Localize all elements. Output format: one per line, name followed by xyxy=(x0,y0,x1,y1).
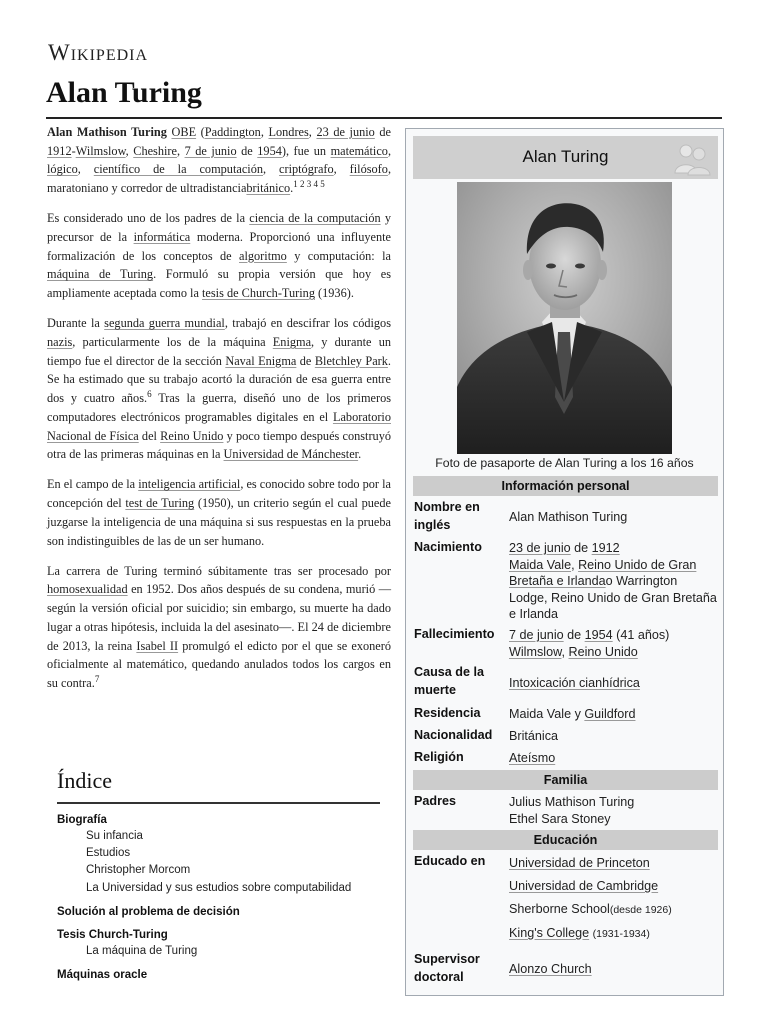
link-enigma[interactable]: Enigma xyxy=(272,335,312,350)
value-fallecimiento: 7 de junio de 1954 (41 años) Wilmslow, Reino Unido xyxy=(509,628,670,659)
person-icon xyxy=(672,140,712,176)
photo-caption: Foto de pasaporte de Alan Turing a los 16 años xyxy=(435,456,694,470)
link-death-year[interactable]: 1954 xyxy=(257,143,282,158)
link-death-date[interactable]: 7 de junio xyxy=(184,143,237,158)
link-reino-unido[interactable]: Reino Unido xyxy=(160,428,224,443)
link-tesis-church-turing[interactable]: tesis de Church-Turing xyxy=(202,286,315,301)
link-intoxicacion[interactable]: Intoxicación cianhídrica xyxy=(509,676,640,690)
link-homosexualidad[interactable]: homosexualidad xyxy=(47,582,128,597)
parent-father: Julius Mathison Turing xyxy=(509,795,635,809)
value-causa-muerte xyxy=(509,675,719,692)
link-maida-vale[interactable]: Maida Vale xyxy=(509,557,572,572)
link-informatica[interactable]: informática xyxy=(133,230,191,245)
link-maquina-turing[interactable]: máquina de Turing xyxy=(47,267,154,282)
link-segunda-guerra-mundial[interactable]: segunda guerra mundial xyxy=(104,316,225,331)
paragraph-2: Es considerado uno de los padres de la ciencia de la computación y precursor de la informática moderna. Proporcionó una influyente formalización de los conceptos de algoritmo y computación: la máquina de Turing. Formuló su propia versión que hoy es ampliamente aceptada como la tesis de Church-Turing (1936). xyxy=(47,211,392,301)
value-supervisor xyxy=(509,961,719,978)
link-wilmslow-info[interactable]: Wilmslow xyxy=(509,644,562,659)
paragraph-4: En el campo de la inteligencia artificial, es conocido sobre todo por la concepción del test de Turing (1950), un criterio según el cual puede juzgarse la inteligencia de una máquina si sus respuestas en la prueba son indistinguibles de las de un ser humano. xyxy=(47,477,391,548)
link-wilmslow[interactable]: Wilmslow xyxy=(75,143,126,158)
label-supervisor: Supervisor doctoral xyxy=(414,952,480,984)
toc-item-maquinas-oracle[interactable]: Máquinas oracle xyxy=(57,969,148,982)
link-birth-day[interactable]: 23 de junio xyxy=(509,541,571,555)
label-nacionalidad: Nacionalidad xyxy=(414,728,493,742)
link-filosofo[interactable]: filósofo xyxy=(349,162,388,177)
link-test-turing[interactable]: test de Turing xyxy=(125,496,195,511)
toc-title: Índice xyxy=(57,768,112,793)
label-nombre: Nombre en inglés xyxy=(414,500,480,532)
section-header-familia: Familia xyxy=(413,770,718,790)
value-nacionalidad: Británica xyxy=(509,729,558,743)
infobox xyxy=(405,128,724,996)
link-ateismo[interactable]: Ateísmo xyxy=(509,751,556,765)
infobox-title: Alan Turing xyxy=(522,147,609,166)
link-algoritmo[interactable]: algoritmo xyxy=(239,248,287,263)
link-birth-date[interactable]: 23 de junio xyxy=(316,125,375,139)
intro-paragraph: Alan Mathison Turing OBE (Paddington, Londres, 23 de junio de 1912-Wilmslow, Cheshire, 7 de junio de 1954), fue un matemático, lógico, científico de la computación, criptógrafo, filósofo, maratoniano y corredor de ultradistanciabritánico.$^{1 2 3 4 5}$ xyxy=(47,125,392,196)
toc-item-christopher-morcom[interactable]: Christopher Morcom xyxy=(86,864,191,877)
link-londres[interactable]: Londres xyxy=(268,125,309,139)
label-educado-en: Educado en xyxy=(414,854,486,868)
link-cheshire[interactable]: Cheshire xyxy=(133,143,177,158)
value-padres xyxy=(509,794,719,827)
link-cambridge[interactable]: Universidad de Cambridge xyxy=(509,879,659,893)
toc-item-estudios[interactable]: Estudios xyxy=(86,847,131,860)
link-matematico[interactable]: matemático xyxy=(330,143,388,158)
label-padres: Padres xyxy=(414,794,457,808)
link-princeton[interactable]: Universidad de Princeton xyxy=(509,856,650,870)
value-escuela-3: Sherborne School(desde 1926) xyxy=(509,902,672,916)
section-header-personal: Información personal xyxy=(413,476,718,496)
reference-markers[interactable]: 1 2 3 4 5 xyxy=(293,179,325,190)
value-nacimiento: 23 de junio de 1912 Maida Vale, Reino Unido de Gran Bretaña e Irlandao Warrington Lodge, Reino Unido de Gran Bretaña e Irlanda xyxy=(509,541,717,621)
toc-item-biografia[interactable]: Biografía xyxy=(57,814,107,826)
value-nombre: Alan Mathison Turing xyxy=(509,510,628,524)
value-escuela-4: King's College (1931-1934) xyxy=(509,926,650,940)
link-naval-enigma[interactable]: Naval Enigma xyxy=(225,353,297,368)
value-escuela-2 xyxy=(509,878,719,895)
link-laboratorio-fisica[interactable]: Laboratorio Nacional de Física xyxy=(47,409,391,443)
toc-item-su-infancia[interactable]: Su infancia xyxy=(86,830,143,842)
value-religion xyxy=(509,750,719,767)
link-inteligencia-artificial[interactable]: inteligencia artificial xyxy=(138,477,241,492)
table-of-contents xyxy=(57,766,387,983)
reference-marker-6[interactable]: 6 xyxy=(147,389,152,400)
site-wordmark[interactable]: Wikipedia xyxy=(48,40,149,65)
infobox-header xyxy=(413,136,718,179)
paragraph-3: Durante la segunda guerra mundial, trabajó en descifrar los códigos nazis, particularmente los de la máquina Enigma, y durante un tiempo fue el director de la sección Naval Enigma de Bletchley Park. Se ha estimado que su trabajo acortó la duración de esa guerra entre dos y cuatro años.$^6$ Tras la guerra, diseñó uno de los primeros computadores electrónicos programables digitales en el Laboratorio Nacional de Física del Reino Unido y poco tiempo después construyó otra de las primeras máquinas en la Universidad de Mánchester. xyxy=(47,316,392,462)
link-obe[interactable]: OBE xyxy=(171,125,197,139)
label-nacimiento: Nacimiento xyxy=(414,540,482,554)
value-residencia: Maida Vale y Guildford xyxy=(509,707,636,721)
label-religion: Religión xyxy=(414,750,464,764)
link-reino-unido-info[interactable]: Reino Unido xyxy=(568,644,638,659)
toc-item-tesis-church-turing[interactable]: Tesis Church-Turing xyxy=(57,928,168,941)
link-logico[interactable]: lógico xyxy=(47,162,78,177)
link-kings-college[interactable]: King's College xyxy=(509,926,590,940)
link-birth-year-info[interactable]: 1912 xyxy=(591,541,620,555)
parent-mother: Ethel Sara Stoney xyxy=(509,811,611,826)
link-cientifico-computacion[interactable]: científico de la computación xyxy=(93,162,263,177)
toc-item-universidad[interactable]: La Universidad y sus estudios sobre computabilidad xyxy=(86,881,352,894)
toc-divider xyxy=(57,802,380,804)
label-causa-muerte: Causa de la muerte xyxy=(414,665,484,697)
page-title: Alan Turing xyxy=(46,76,202,109)
subject-name: Alan Mathison Turing xyxy=(47,125,167,139)
link-criptografo[interactable]: criptógrafo xyxy=(279,162,334,177)
link-alonzo-church[interactable]: Alonzo Church xyxy=(509,962,592,976)
portrait-photo[interactable] xyxy=(457,182,672,454)
link-birth-year[interactable]: 1912 xyxy=(47,143,72,158)
link-death-day[interactable]: 7 de junio xyxy=(509,628,564,642)
label-residencia: Residencia xyxy=(414,706,481,720)
reference-marker-7[interactable]: 7 xyxy=(94,673,100,684)
link-nazis[interactable]: nazis xyxy=(47,335,73,350)
toc-item-maquina-turing[interactable]: La máquina de Turing xyxy=(86,944,198,957)
link-ciencia-computacion[interactable]: ciencia de la computación xyxy=(249,211,381,226)
toc-item-problema-decision[interactable]: Solución al problema de decisión xyxy=(57,905,240,918)
link-universidad-manchester[interactable]: Universidad de Mánchester xyxy=(223,447,359,462)
link-britanico[interactable]: británico xyxy=(246,181,291,196)
article-body xyxy=(47,123,391,704)
label-fallecimiento: Fallecimiento xyxy=(414,627,495,641)
link-bletchley-park[interactable]: Bletchley Park xyxy=(314,353,388,368)
value-escuela-1 xyxy=(509,855,719,872)
link-guildford[interactable]: Guildford xyxy=(584,707,636,721)
paragraph-5: La carrera de Turing terminó súbitamente tras ser procesado por homosexualidad en 1952. Dos años después de su condena, murió —según la versión oficial por suicidio; sin embargo, su muerte ha dado lugar a otras hipótesis, incluida la del asesinato—. El 24 de diciembre de 2013, la reina Isabel II promulgó el edicto por el que se exoneró oficialmente al matemático, quedando anulados todos los cargos en su contra.$^7$ xyxy=(47,563,391,690)
link-reino-unido-gb[interactable]: Reino Unido de Gran Bretaña e Irlanda xyxy=(509,557,697,588)
link-paddington[interactable]: Paddington xyxy=(204,125,261,139)
title-divider xyxy=(46,117,722,119)
link-isabel-ii[interactable]: Isabel II xyxy=(136,638,179,653)
link-death-year-info[interactable]: 1954 xyxy=(584,628,613,642)
section-header-educacion: Educación xyxy=(413,830,718,850)
